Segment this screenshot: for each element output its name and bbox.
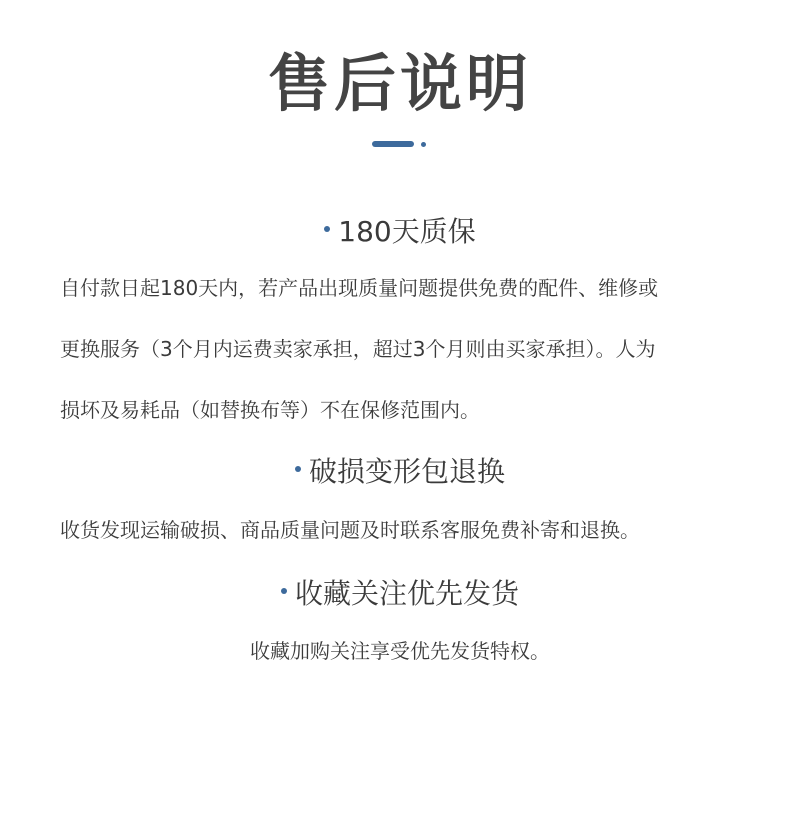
- section-heading-text: 180天质保: [338, 215, 476, 248]
- divider-dot: [421, 142, 426, 147]
- bullet-dot-icon: [324, 226, 330, 232]
- priority-shipping-text-line-1: 收藏加购关注享受优先发货特权。: [250, 639, 550, 663]
- section-heading-text: 收藏关注优先发货: [294, 577, 519, 610]
- warranty-text-line-1: 自付款日起180天内，若产品出现质量问题提供免费的配件、维修或: [60, 276, 659, 300]
- bullet-dot-icon: [295, 466, 301, 472]
- page-title: 售后说明: [267, 47, 532, 120]
- warranty-text-line-3: 损坏及易耗品（如替换布等）不在保修范围内。: [60, 398, 480, 422]
- section-heading-priority-shipping: [0, 576, 800, 612]
- bullet-dot-icon: [281, 588, 287, 594]
- warranty-text-line-2: 更换服务（3个月内运费卖家承担，超过3个月则由买家承担）。人为: [60, 337, 656, 361]
- section-heading-text: 破损变形包退换: [308, 455, 505, 488]
- title-divider: [372, 141, 432, 148]
- damage-return-text-line-1: 收货发现运输破损、商品质量问题及时联系客服免费补寄和退换。: [60, 518, 640, 542]
- section-heading-damage-return: [0, 454, 800, 490]
- section-heading-warranty: [0, 214, 800, 250]
- divider-bar: [372, 141, 414, 147]
